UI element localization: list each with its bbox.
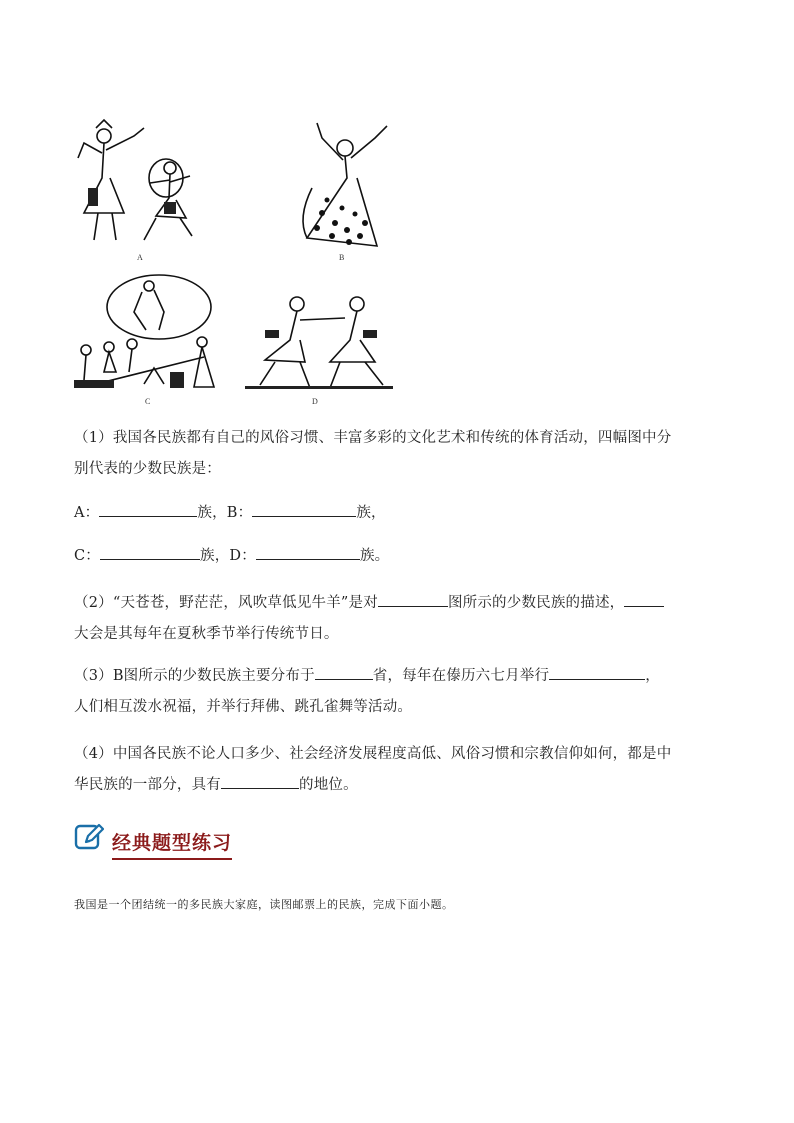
question-1	[74, 423, 726, 485]
pencil-edit-icon	[74, 822, 104, 852]
blank-c[interactable]	[100, 543, 200, 560]
section-header	[74, 822, 244, 862]
figure-b-caption: B	[339, 253, 345, 262]
section-title-underline	[112, 858, 232, 860]
question-2-line-2: 大会是其每年在夏秋季节举行传统节日。	[74, 626, 339, 642]
question-3	[74, 661, 726, 723]
figure-a-dance-illustration	[74, 118, 204, 253]
question-3-line-2: 人们相互泼水祝福，并举行拜佛、跳孔雀舞等活动。	[74, 699, 413, 715]
answer-line-ab	[74, 498, 726, 529]
answer-line-cd	[74, 541, 726, 572]
blank-q4-status[interactable]	[221, 772, 299, 789]
question-3-text-a: （3）B图所示的少数民族主要分布于	[74, 668, 315, 684]
label-d-end: 族。	[359, 548, 390, 564]
question-2-text-b: 图所示的少数民族的描述，	[447, 595, 625, 611]
blank-q2-festival[interactable]	[624, 590, 664, 607]
question-3-line-1	[74, 661, 726, 692]
question-1-line-1: （1）我国各民族都有自己的风俗习惯、丰富多彩的文化艺术和传统的体育活动，四幅图中分	[74, 430, 672, 446]
label-b-end: 族，	[356, 505, 386, 521]
question-4-line-1: （4）中国各民族不论人口多少、社会经济发展程度高低、风俗习惯和宗教信仰如何，都是中	[74, 746, 672, 762]
figure-c-seesaw-illustration	[74, 272, 224, 394]
blank-q3-festival[interactable]	[549, 663, 645, 680]
figure-a-caption: A	[137, 253, 143, 262]
question-4-line-2	[74, 770, 726, 801]
question-2-text-a: （2）“天苍苍，野茫茫，风吹草低见牛羊”是对	[74, 595, 378, 611]
question-4-text-a: 华民族的一部分，具有	[74, 777, 221, 793]
blank-b[interactable]	[252, 500, 356, 517]
question-4-text-b: 的地位。	[299, 777, 358, 793]
label-c: C：	[74, 548, 100, 564]
question-3-text-b: 省，每年在傣历六七月举行	[372, 668, 550, 684]
question-2-line-1	[74, 588, 726, 619]
blank-d[interactable]	[256, 543, 360, 560]
blank-a[interactable]	[99, 500, 197, 517]
blank-q2-figure[interactable]	[378, 590, 448, 607]
question-3-text-c: ，	[645, 668, 660, 684]
question-1-line-2: 别代表的少数民族是：	[74, 461, 221, 477]
figure-b-peacock-dance-illustration	[287, 118, 397, 253]
label-b: 族，B：	[197, 505, 253, 521]
section-title: 经典题型练习	[112, 832, 233, 854]
figure-c-caption: C	[145, 397, 151, 406]
question-4	[74, 739, 726, 801]
intro-text: 我国是一个团结统一的多民族大家庭，读图邮票上的民族，完成下面小题。	[74, 898, 454, 911]
blank-q3-province[interactable]	[315, 663, 373, 680]
label-d: 族，D：	[200, 548, 256, 564]
question-2	[74, 588, 726, 650]
label-a: A：	[74, 505, 100, 521]
figure-d-wrestling-illustration	[245, 290, 393, 394]
figure-d-caption: D	[312, 397, 318, 406]
